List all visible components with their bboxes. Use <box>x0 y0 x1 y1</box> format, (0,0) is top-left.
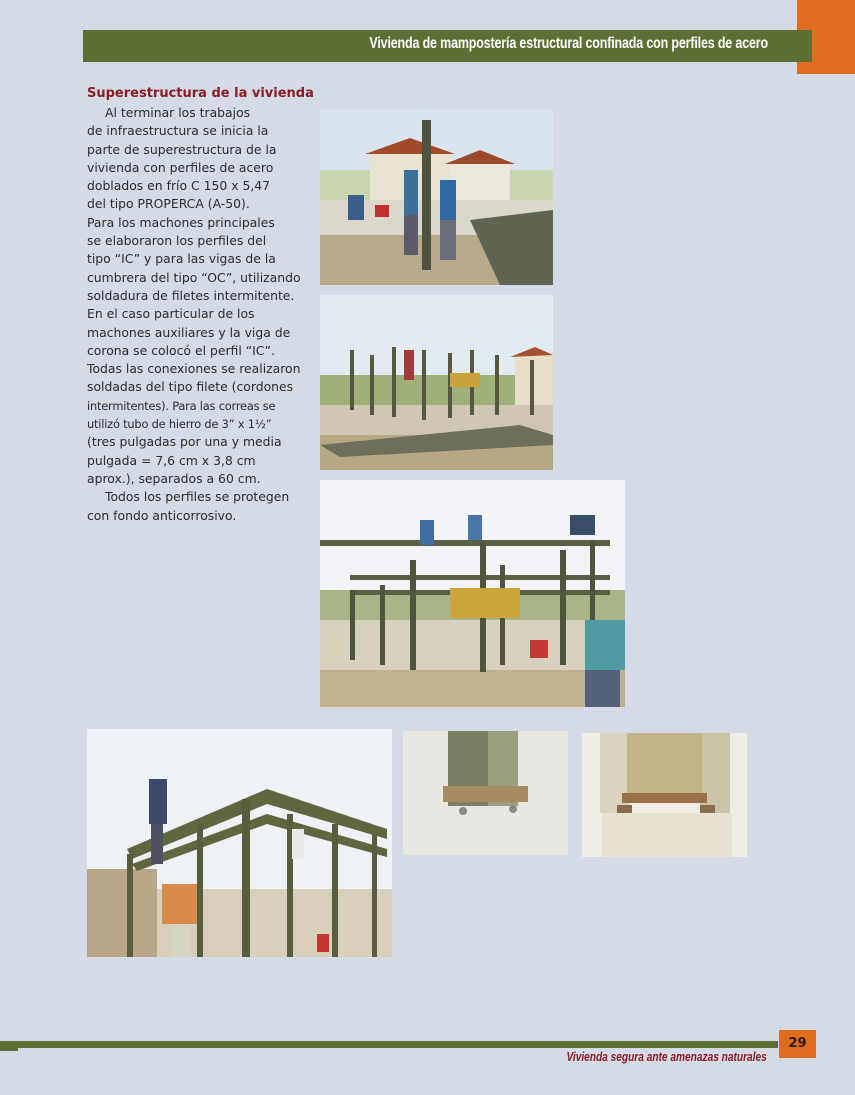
text-line: aprox.), separados a 60 cm. <box>87 470 261 486</box>
text-line: doblados en frío C 150 x 5,47 <box>87 178 271 194</box>
text-line: se elaboraron los perfiles del <box>87 233 267 249</box>
photo-roof-beams <box>320 480 625 707</box>
photo-column-frame <box>320 295 553 470</box>
text-line: de infraestructura se inicia la <box>87 123 269 139</box>
text-line: Todos los perfiles se protegen <box>105 489 290 505</box>
text-line: con fondo anticorrosivo. <box>87 507 237 523</box>
text-line: parte de superestructura de la <box>87 141 277 157</box>
header-band <box>83 30 812 62</box>
text-line: (tres pulgadas por una y media <box>87 434 282 450</box>
text-line: utilizó tubo de hierro de 3” x 1½” <box>87 417 272 432</box>
text-line: cumbrera del tipo “OC”, utilizando <box>87 269 301 285</box>
text-line: pulgada = 7,6 cm x 3,8 cm <box>87 452 256 468</box>
text-line: Todas las conexiones se realizaron <box>87 361 301 377</box>
text-line: vivienda con perfiles de acero <box>87 159 274 175</box>
page-number: 29 <box>779 1030 816 1058</box>
footer-line <box>0 1041 778 1048</box>
photo-roof-framing <box>87 729 392 957</box>
photo-channel-detail <box>582 733 747 857</box>
text-line: tipo “IC” y para las vigas de la <box>87 251 276 267</box>
section-heading: Superestructura de la vivienda <box>87 86 314 101</box>
text-line: machones auxiliares y la viga de <box>87 324 291 340</box>
text-line: Al terminar los trabajos <box>105 105 251 120</box>
running-header-title: Vivienda de mampostería estructural confinada con perfiles de acero <box>369 35 768 52</box>
text-line: soldadura de filetes intermitente. <box>87 287 295 303</box>
photo-erecting-column <box>320 110 553 285</box>
text-line: del tipo PROPERCA (A-50). <box>87 196 250 212</box>
text-line: soldadas del tipo filete (cordones <box>87 379 294 395</box>
text-line: intermitentes). Para las correas se <box>87 398 276 413</box>
text-line: En el caso particular de los <box>87 306 255 322</box>
text-line: Para los machones principales <box>87 214 275 230</box>
footer-title: Vivienda segura ante amenazas naturales <box>566 1049 767 1064</box>
text-line: corona se colocó el perfil “IC”. <box>87 342 276 358</box>
body-text <box>87 104 312 525</box>
footer-line-accent <box>0 1048 18 1051</box>
photo-column-base-detail <box>403 731 568 855</box>
